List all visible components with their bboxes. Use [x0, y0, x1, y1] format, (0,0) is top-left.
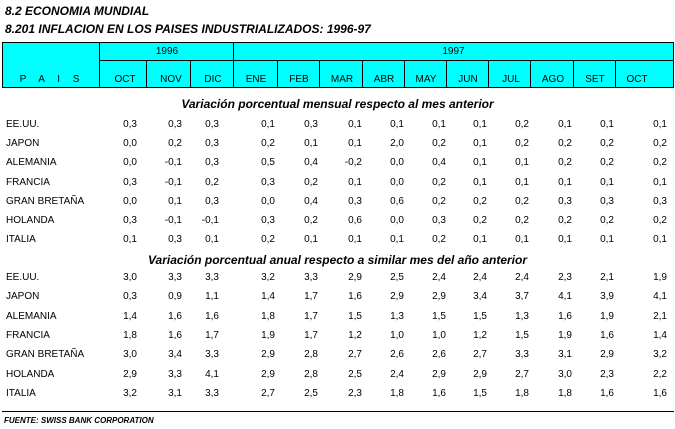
value-cell: 2,1: [600, 272, 614, 283]
value-cell: 0,2: [261, 138, 275, 150]
value-cell: 0,2: [653, 157, 667, 169]
value-cell: 1,8: [123, 329, 137, 341]
value-cell: 0,1: [515, 157, 529, 169]
value-cell: 1,7: [304, 310, 318, 322]
value-cell: 0,1: [390, 119, 404, 130]
value-cell: 0,9: [168, 291, 182, 303]
country-label: EE.UU.: [6, 272, 40, 283]
value-cell: 2,3: [348, 387, 362, 399]
month-header: ABR: [373, 74, 395, 85]
value-cell: 3,3: [205, 272, 219, 283]
value-cell: 0,2: [432, 234, 446, 246]
value-cell: 0,6: [348, 215, 362, 226]
value-cell: 1,1: [205, 291, 219, 303]
value-cell: 3,0: [558, 368, 572, 380]
value-cell: 2,9: [600, 349, 614, 361]
value-cell: -0,1: [201, 215, 219, 226]
value-cell: 1,6: [205, 310, 219, 322]
section-title: 8.2 ECONOMIA MUNDIAL: [5, 4, 150, 18]
value-cell: 4,1: [653, 291, 667, 303]
value-cell: -0,2: [344, 157, 362, 169]
table-row: [0, 348, 675, 362]
value-cell: 2,5: [304, 387, 318, 399]
value-cell: 2,4: [515, 272, 529, 283]
value-cell: 2,9: [348, 272, 362, 283]
month-header: OCT: [626, 74, 648, 85]
month-header: JUL: [502, 74, 520, 85]
value-cell: 3,1: [168, 387, 182, 399]
value-cell: 0,0: [123, 157, 137, 169]
value-cell: 2,7: [473, 349, 487, 361]
year-header-1997: 1997: [442, 46, 465, 57]
table-row: [0, 156, 675, 170]
value-cell: 0,0: [123, 138, 137, 150]
bottom-divider: [2, 411, 674, 412]
table-title: 8.201 INFLACION EN LOS PAISES INDUSTRIALIZADOS: 1996-97: [5, 22, 371, 36]
value-cell: 0,1: [653, 176, 667, 188]
value-cell: 3,3: [515, 349, 529, 361]
value-cell: 0,2: [653, 138, 667, 150]
value-cell: 2,9: [432, 368, 446, 380]
value-cell: 3,9: [600, 291, 614, 303]
value-cell: 0,2: [304, 215, 318, 226]
country-label: ITALIA: [6, 234, 36, 246]
value-cell: 1,0: [432, 329, 446, 341]
value-cell: 0,0: [390, 157, 404, 169]
value-cell: 0,1: [123, 234, 137, 246]
value-cell: 0,1: [348, 119, 362, 130]
value-cell: 0,2: [558, 138, 572, 150]
value-cell: 1,8: [515, 387, 529, 399]
country-label: FRANCIA: [6, 329, 50, 341]
country-label: HOLANDA: [6, 368, 55, 380]
value-cell: 0,3: [205, 119, 219, 130]
value-cell: 0,1: [261, 119, 275, 130]
value-cell: 1,2: [348, 329, 362, 341]
value-cell: 0,3: [123, 176, 137, 188]
value-cell: 1,9: [558, 329, 572, 341]
value-cell: 0,1: [205, 234, 219, 246]
value-cell: 0,1: [432, 119, 446, 130]
value-cell: 0,1: [558, 176, 572, 188]
value-cell: 1,8: [261, 310, 275, 322]
value-cell: 2,9: [261, 368, 275, 380]
value-cell: 3,3: [168, 368, 182, 380]
country-label: EE.UU.: [6, 119, 40, 130]
country-label: FRANCIA: [6, 176, 50, 188]
value-cell: 0,2: [432, 195, 446, 207]
year-header-1996: 1996: [155, 46, 179, 57]
value-cell: 1,7: [304, 329, 318, 341]
value-cell: -0,1: [164, 157, 182, 169]
value-cell: 4,1: [558, 291, 572, 303]
value-cell: 0,2: [600, 138, 614, 150]
value-cell: 0,4: [304, 195, 318, 207]
value-cell: 1,6: [168, 329, 182, 341]
value-cell: 0,4: [304, 157, 318, 169]
value-cell: 0,1: [600, 234, 614, 246]
section-annual-title: Variación porcentual anual respecto a similar mes del año anterior: [147, 253, 528, 267]
table-row: [0, 387, 675, 401]
country-label: ITALIA: [6, 387, 36, 399]
value-cell: 2,6: [432, 349, 446, 361]
value-cell: 1,6: [432, 387, 446, 399]
value-cell: 2,9: [123, 368, 137, 380]
value-cell: 2,3: [558, 272, 572, 283]
header-divider: [99, 43, 100, 87]
value-cell: 0,2: [600, 157, 614, 169]
value-cell: 0,1: [473, 157, 487, 169]
value-cell: 2,7: [261, 387, 275, 399]
month-header: MAR: [330, 74, 354, 85]
value-cell: 0,3: [205, 195, 219, 207]
source-footnote: FUENTE: SWISS BANK CORPORATION: [4, 416, 154, 425]
value-cell: 0,2: [558, 215, 572, 226]
value-cell: 2,9: [473, 368, 487, 380]
value-cell: 0,3: [432, 215, 446, 226]
month-header: JUN: [458, 74, 478, 85]
value-cell: 0,2: [515, 138, 529, 150]
value-cell: 0,3: [653, 195, 667, 207]
value-cell: 3,7: [515, 291, 529, 303]
value-cell: 0,1: [348, 176, 362, 188]
value-cell: 2,4: [473, 272, 487, 283]
value-cell: 0,3: [168, 119, 182, 130]
value-cell: 0,1: [600, 119, 614, 130]
value-cell: 0,5: [261, 157, 275, 169]
value-cell: 1,5: [432, 310, 446, 322]
value-cell: 1,6: [558, 310, 572, 322]
value-cell: 2,3: [600, 368, 614, 380]
value-cell: 2,5: [390, 272, 404, 283]
value-cell: 1,0: [390, 329, 404, 341]
value-cell: 3,0: [123, 272, 137, 283]
value-cell: 0,1: [168, 195, 182, 207]
value-cell: 1,5: [473, 387, 487, 399]
table-row: [0, 118, 675, 132]
value-cell: 2,8: [304, 368, 318, 380]
value-cell: 0,1: [390, 234, 404, 246]
value-cell: 3,0: [123, 349, 137, 361]
value-cell: 3,4: [473, 291, 487, 303]
month-header: OCT: [114, 74, 136, 85]
value-cell: 0,1: [473, 119, 487, 130]
value-cell: 2,1: [653, 310, 667, 322]
value-cell: 0,1: [304, 138, 318, 150]
month-header: MAY: [415, 74, 437, 85]
country-label: GRAN BRETAÑA: [6, 195, 85, 207]
year-divider: [100, 60, 673, 61]
value-cell: 1,5: [348, 310, 362, 322]
value-cell: 2,7: [515, 368, 529, 380]
value-cell: 0,0: [390, 176, 404, 188]
value-cell: 0,2: [432, 176, 446, 188]
table-row: [0, 329, 675, 343]
value-cell: 1,8: [390, 387, 404, 399]
month-header: NOV: [160, 74, 182, 85]
value-cell: 4,1: [205, 368, 219, 380]
value-cell: 2,8: [304, 349, 318, 361]
value-cell: 3,3: [205, 387, 219, 399]
value-cell: -0,1: [164, 176, 182, 188]
value-cell: 0,2: [515, 195, 529, 207]
value-cell: 0,1: [558, 234, 572, 246]
value-cell: 0,0: [261, 195, 275, 207]
month-header: SET: [585, 74, 605, 85]
table-row: [0, 214, 675, 228]
month-header: DIC: [204, 74, 222, 85]
value-cell: 0,3: [261, 176, 275, 188]
value-cell: 0,1: [515, 234, 529, 246]
section-monthly-title: Variación porcentual mensual respecto al mes anterior: [181, 97, 494, 111]
month-header: FEB: [289, 74, 309, 85]
value-cell: 2,6: [390, 349, 404, 361]
value-cell: 0,1: [473, 234, 487, 246]
value-cell: 0,3: [600, 195, 614, 207]
value-cell: 2,9: [432, 291, 446, 303]
country-label: JAPON: [6, 291, 40, 303]
table-row: [0, 290, 675, 304]
value-cell: 0,6: [390, 195, 404, 207]
value-cell: 0,2: [600, 215, 614, 226]
value-cell: 0,3: [205, 157, 219, 169]
table-row: [0, 271, 675, 285]
table-row: [0, 137, 675, 151]
value-cell: 0,2: [304, 176, 318, 188]
value-cell: 0,4: [432, 157, 446, 169]
value-cell: 3,2: [261, 272, 275, 283]
value-cell: 0,1: [600, 176, 614, 188]
country-label: GRAN BRETAÑA: [6, 349, 85, 361]
value-cell: 2,5: [348, 368, 362, 380]
table-row: [0, 310, 675, 324]
value-cell: 1,2: [473, 329, 487, 341]
table-row: [0, 176, 675, 190]
value-cell: 0,3: [304, 119, 318, 130]
value-cell: 0,1: [558, 119, 572, 130]
value-cell: 0,3: [261, 215, 275, 226]
value-cell: 0,1: [304, 234, 318, 246]
value-cell: 0,2: [473, 195, 487, 207]
value-cell: 0,2: [205, 176, 219, 188]
value-cell: 1,5: [515, 329, 529, 341]
value-cell: 1,5: [473, 310, 487, 322]
value-cell: 2,4: [390, 368, 404, 380]
country-label: ALEMANIA: [6, 310, 57, 322]
value-cell: 0,1: [653, 234, 667, 246]
value-cell: 0,1: [473, 176, 487, 188]
value-cell: 0,3: [168, 234, 182, 246]
value-cell: 0,0: [390, 215, 404, 226]
value-cell: 3,3: [168, 272, 182, 283]
table-row: [0, 195, 675, 209]
value-cell: 1,6: [600, 387, 614, 399]
value-cell: 0,3: [205, 138, 219, 150]
value-cell: 3,3: [304, 272, 318, 283]
value-cell: 0,2: [515, 119, 529, 130]
column-header-pais: P A I S: [19, 74, 85, 85]
value-cell: 0,1: [348, 138, 362, 150]
value-cell: 3,1: [558, 349, 572, 361]
value-cell: 0,3: [348, 195, 362, 207]
value-cell: 2,7: [348, 349, 362, 361]
value-cell: 0,2: [473, 215, 487, 226]
value-cell: 2,4: [432, 272, 446, 283]
value-cell: 1,9: [653, 272, 667, 283]
value-cell: 2,0: [390, 138, 404, 150]
value-cell: 3,2: [653, 349, 667, 361]
month-header: AGO: [541, 74, 565, 85]
table-row: [0, 233, 675, 247]
value-cell: 1,6: [653, 387, 667, 399]
value-cell: -0,1: [164, 215, 182, 226]
value-cell: 0,0: [123, 195, 137, 207]
value-cell: 1,6: [168, 310, 182, 322]
value-cell: 3,2: [123, 387, 137, 399]
value-cell: 0,1: [653, 119, 667, 130]
month-header: ENE: [245, 74, 267, 85]
value-cell: 1,4: [261, 291, 275, 303]
value-cell: 0,2: [168, 138, 182, 150]
value-cell: 2,9: [390, 291, 404, 303]
value-cell: 2,2: [653, 368, 667, 380]
value-cell: 0,2: [558, 157, 572, 169]
value-cell: 0,2: [261, 234, 275, 246]
value-cell: 1,6: [600, 329, 614, 341]
value-cell: 1,9: [261, 329, 275, 341]
value-cell: 1,7: [205, 329, 219, 341]
value-cell: 3,4: [168, 349, 182, 361]
value-cell: 0,2: [515, 215, 529, 226]
value-cell: 0,1: [515, 176, 529, 188]
value-cell: 0,2: [653, 215, 667, 226]
value-cell: 1,9: [600, 310, 614, 322]
value-cell: 1,4: [123, 310, 137, 322]
value-cell: 0,3: [123, 119, 137, 130]
value-cell: 1,4: [653, 329, 667, 341]
country-label: ALEMANIA: [6, 157, 57, 169]
value-cell: 0,1: [473, 138, 487, 150]
value-cell: 1,8: [558, 387, 572, 399]
country-label: JAPON: [6, 138, 40, 150]
value-cell: 0,2: [432, 138, 446, 150]
value-cell: 1,7: [304, 291, 318, 303]
value-cell: 1,3: [515, 310, 529, 322]
value-cell: 0,3: [558, 195, 572, 207]
value-cell: 1,3: [390, 310, 404, 322]
value-cell: 0,1: [348, 234, 362, 246]
value-cell: 0,3: [123, 291, 137, 303]
value-cell: 1,6: [348, 291, 362, 303]
value-cell: 3,3: [205, 349, 219, 361]
table-row: [0, 368, 675, 382]
header-divider: [146, 61, 147, 87]
value-cell: 2,9: [261, 349, 275, 361]
table-header: [2, 42, 674, 88]
country-label: HOLANDA: [6, 215, 55, 226]
value-cell: 0,3: [123, 215, 137, 226]
